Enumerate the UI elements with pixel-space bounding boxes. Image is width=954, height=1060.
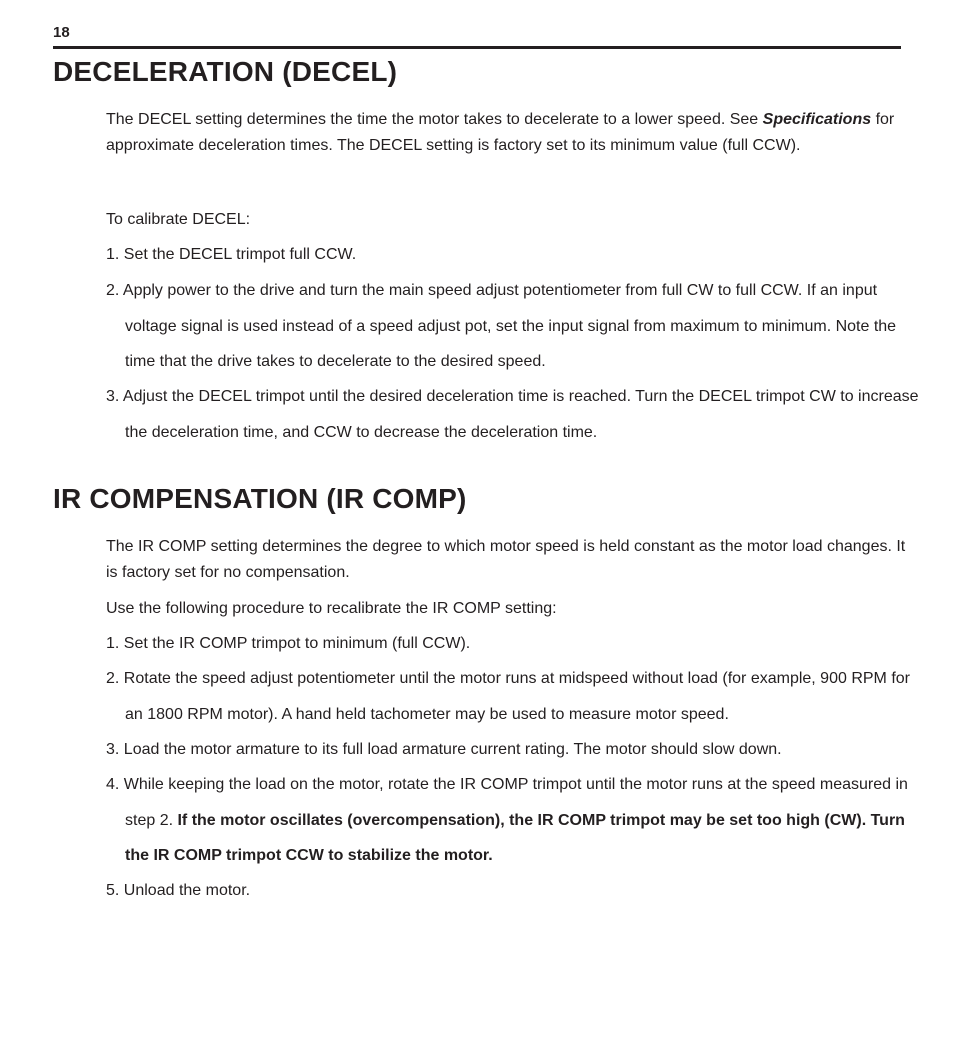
decel-step-2: 2. Apply power to the drive and turn the main speed adjust potentiometer from full CW to full CCW. If an input voltage signal is used instead of a speed adjust pot, set the input signal from maximum to minimum. Note the time that the drive takes to decelerate to the desired speed. — [106, 282, 897, 370]
decel-intro-text-cont: for approximate deceleration times. The DECEL setting is factory set to its minimum value (full CCW). — [106, 111, 895, 154]
decel-calibrate-label: To calibrate DECEL: — [106, 211, 251, 228]
ircomp-warning: If the motor oscillates (overcompensation), the IR COMP trimpot may be set too high (CW). Turn the IR COMP trimpot CCW to stabilize the motor. — [125, 811, 905, 864]
ircomp-step-2: 2. Rotate the speed adjust potentiometer until the motor runs at midspeed without load (for example, 900 RPM for an 1800 RPM motor). A hand held tachometer may be used to measure motor speed. — [106, 670, 910, 723]
decel-intro-text: The DECEL setting determines the time the motor takes to decelerate to a lower speed. See — [106, 111, 763, 128]
ircomp-procedure-label: Use the following procedure to recalibrate the IR COMP setting: — [106, 600, 557, 617]
decel-intro — [106, 107, 906, 159]
decel-heading: DECELERATION (DECEL) — [53, 56, 398, 87]
page-number: 18 — [53, 24, 70, 41]
header-rule — [53, 46, 901, 49]
decel-step-1: 1. Set the DECEL trimpot full CCW. — [106, 246, 357, 263]
specifications-emphasis: Specifications — [762, 111, 872, 128]
decel-step-3: 3. Adjust the DECEL trimpot until the desired deceleration time is reached. Turn the DECEL trimpot CW to increase the deceleration time, and CCW to decrease the deceleration time. — [106, 388, 919, 441]
ircomp-step-3: 3. Load the motor armature to its full load armature current rating. The motor should slow down. — [106, 741, 782, 758]
ircomp-intro: The IR COMP setting determines the degree to which motor speed is held constant as the motor load changes. It is factory set for no compensation. — [106, 538, 906, 581]
ircomp-step-5: 5. Unload the motor. — [106, 882, 251, 899]
ircomp-step-4-text: 4. While keeping the load on the motor, rotate the IR COMP trimpot until the motor runs at the speed measured in step 2. — [106, 776, 908, 829]
ircomp-heading: IR COMPENSATION (IR COMP) — [53, 483, 467, 514]
ircomp-step-1: 1. Set the IR COMP trimpot to minimum (full CCW). — [106, 635, 471, 652]
ircomp-step-4 — [106, 767, 925, 874]
